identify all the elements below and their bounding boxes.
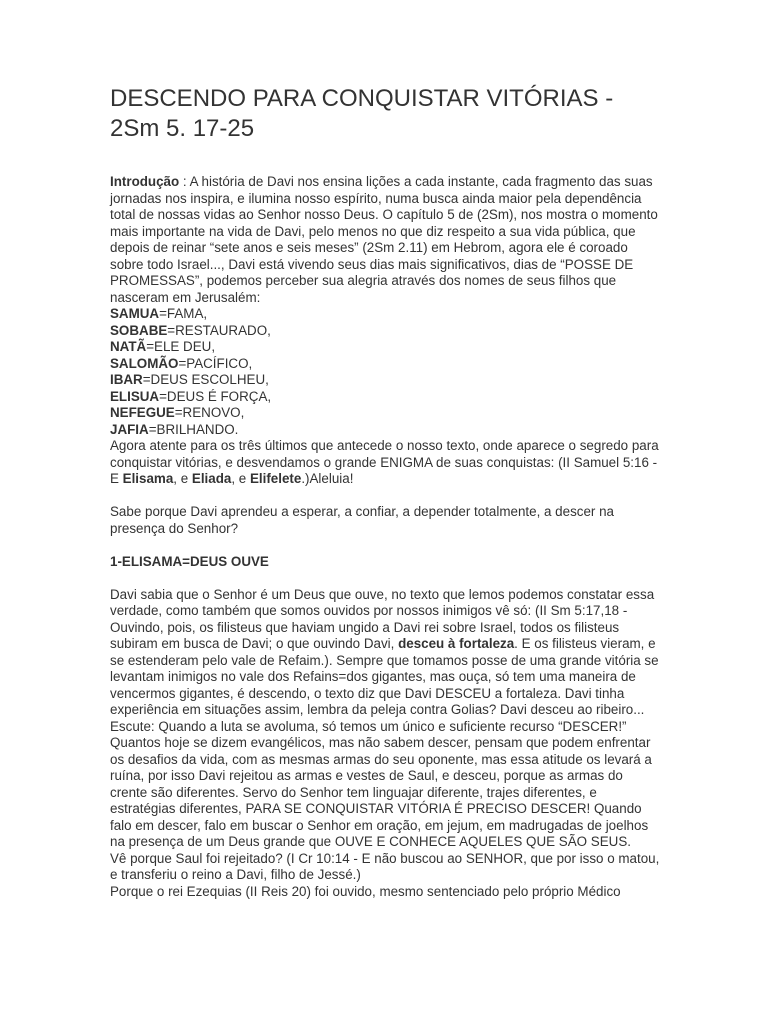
attention-bold: Elisama (122, 471, 174, 486)
section-paragraph: Vê porque Saul foi rejeitado? (I Cr 10:14 - E não buscou ao SENHOR, que por isso o matou, e transferiu o reino a Davi, filho de Jessé.) (110, 850, 660, 882)
child-meaning: =FAMA, (159, 306, 208, 321)
section-text: Davi sabia que o Senhor é um Deus que ouve, no texto que lemos podemos constatar essa verdade, como também que somos ouvidos por nossos inimigos vê só: (II Sm 5:17,18 - Ouvindo, pois, os filisteus que haviam ungido a Davi rei sobre Israel, todos os filisteus subiram em busca de Davi; o que ouvindo Davi, (110, 586, 655, 651)
section-heading-text: 1-ELISAMA=DEUS OUVE (110, 553, 269, 569)
child-name: NATÃ (110, 339, 147, 354)
intro-paragraph (110, 174, 662, 306)
attention-text: , e (231, 471, 250, 486)
document-body (110, 174, 662, 900)
section-bold: desceu à fortaleza (398, 636, 515, 651)
name-line (110, 356, 662, 373)
name-line (110, 323, 662, 340)
paragraph-gap (110, 488, 662, 505)
child-name: SALOMÃO (110, 355, 179, 371)
paragraph-gap (110, 570, 662, 587)
child-meaning: =DEUS ESCOLHEU, (142, 372, 269, 387)
section-text: . E os filisteus vieram, e se estenderam pelo vale de Refaim.). Sempre que tomamos posse de uma grande vitória se levantam inimigos no vale dos Refains=dos gigantes, mas ouça, só tem uma maneira de vencermos gigantes, é descendo, o texto diz que Davi DESCEU a fortaleza. Davi tinha experiência em situações assim, lembra da peleja contra Golias? Davi desceu ao ribeiro... Escute: Quando a luta se avoluma, só temos um único e suficiente recurso “DESCER!” (110, 636, 659, 734)
paragraph-gap (110, 537, 662, 554)
section-paragraph: Quantos hoje se dizem evangélicos, mas não sabem descer, pensam que podem enfrentar os desafios da vida, com as mesmas armas do seu oponente, mas essa atitude os levará a ruína, por isso Davi rejeitou as armas e vestes de Saul, e desceu, porque as armas do crente são diferentes. Servo do Senhor tem linguajar diferente, trajes diferentes, e estratégias diferentes, PARA SE CONQUISTAR VITÓRIA É PRECISO DESCER! Quando falo em descer, falo em buscar o Senhor em oração, em jejum, em madrugadas de joelhos na presença de um Deus grande que OUVE E CONHECE AQUELES QUE SÃO SEUS. (110, 735, 652, 849)
name-line (110, 422, 662, 439)
attention-paragraph (110, 438, 662, 488)
child-meaning: =RESTAURADO, (167, 322, 271, 338)
attention-bold: Eliada (191, 471, 232, 486)
name-line (110, 389, 662, 406)
name-line (110, 339, 662, 356)
child-meaning: =PACÍFICO, (178, 355, 253, 371)
child-name: JAFIA (110, 421, 149, 437)
child-name: ELISUA (110, 388, 160, 404)
child-meaning: =DEUS É FORÇA, (159, 388, 272, 404)
child-name: NEFEGUE (110, 405, 175, 420)
attention-text: , e (173, 471, 192, 486)
section-paragraph: Porque o rei Ezequias (II Reis 20) foi ouvido, mesmo sentenciado pelo próprio Médico (110, 883, 621, 899)
child-meaning: =RENOVO, (174, 405, 245, 420)
section-heading (110, 554, 662, 571)
attention-text: .)Aleluia! (301, 471, 354, 486)
name-line (110, 372, 662, 389)
child-name: SOBABE (110, 322, 168, 338)
intro-label: Introdução (110, 174, 180, 189)
name-line (110, 405, 662, 422)
child-meaning: =BRILHANDO. (148, 421, 239, 437)
section-paragraph (110, 587, 662, 736)
name-line (110, 306, 662, 323)
child-name: SAMUA (110, 306, 160, 321)
attention-text: Agora atente para os três últimos que antecede o nosso texto, onde aparece o segredo para conquistar vitórias, e desvendamos o grande ENIGMA de suas conquistas: (II Samuel 5:16 - E (110, 438, 659, 486)
document-title: DESCENDO PARA CONQUISTAR VITÓRIAS - 2Sm 5. 17-25 (110, 85, 614, 142)
child-meaning: =ELE DEU, (146, 339, 216, 354)
attention-bold: Elifelete (249, 471, 302, 486)
child-name: IBAR (110, 372, 143, 387)
intro-text: : A história de Davi nos ensina lições a cada instante, cada fragmento das suas jornadas nos inspira, e ilumina nosso espírito, numa busca ainda maior pela dependência total de nossas vidas ao Senhor nosso Deus. O capítulo 5 de (2Sm), nos mostra o momento mais importante na vida de Davi, pelo menos no que diz respeito a sua vida pública, que depois de reinar “sete anos e seis meses” (2Sm 2.11) em Hebrom, agora ele é coroado sobre todo Israel..., Davi está vivendo seus dias mais significativos, dias de “POSSE DE PROMESSAS”, podemos perceber sua alegria através dos nomes de seus filhos que nasceram em Jerusalém: (110, 174, 658, 305)
question-paragraph: Sabe porque Davi aprendeu a esperar, a confiar, a depender totalmente, a descer na presença do Senhor? (110, 504, 614, 536)
